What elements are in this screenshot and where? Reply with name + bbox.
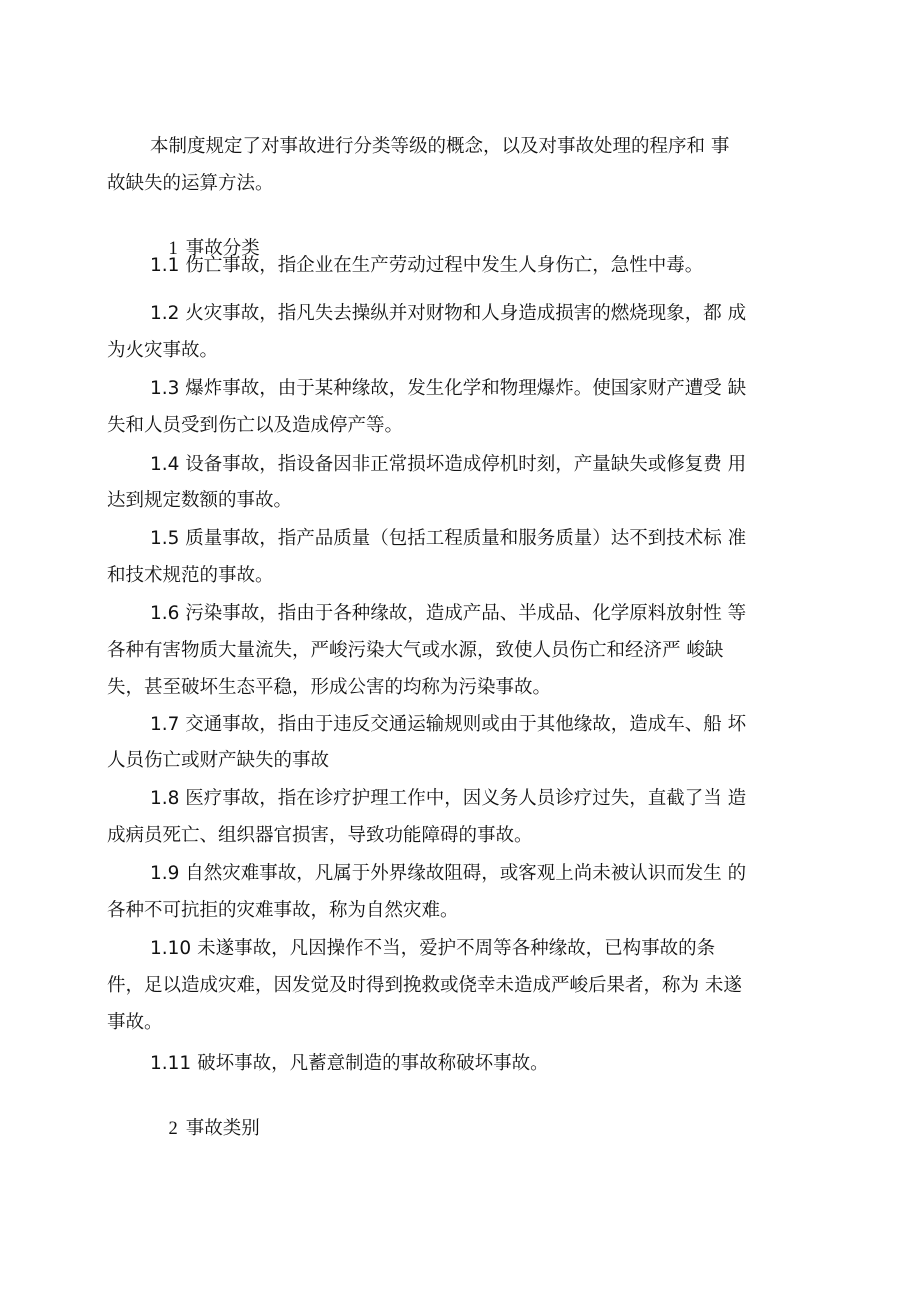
item-1-2-line-1: 1.2 火灾事故，指凡失去操纵并对财物和人身造成损害的燃烧现象，都 成	[150, 303, 747, 324]
item-1-5-line-2: 和技术规范的事故。	[107, 565, 274, 586]
item-1-6-line-2: 各种有害物质大量流失，严峻污染大气或水源，致使人员伤亡和经济严 峻缺	[107, 640, 724, 661]
item-1-4-line-1: 1.4 设备事故，指设备因非正常损坏造成停机时刻，产量缺失或修复费 用	[150, 454, 747, 475]
item-1-4-line-2: 达到规定数额的事故。	[107, 490, 293, 511]
section-1-number: 1	[168, 239, 178, 259]
item-1-10-line-3: 事故。	[107, 1012, 163, 1033]
item-1-6-line-1: 1.6 污染事故，指由于各种缘故，造成产品、半成品、化学原料放射性 等	[150, 603, 747, 624]
item-1-8-line-1: 1.8 医疗事故，指在诊疗护理工作中，因义务人员诊疗过失，直截了当 造	[150, 788, 747, 809]
item-1-11-line-1: 1.11 破坏事故，凡蓄意制造的事故称破坏事故。	[150, 1053, 549, 1074]
item-1-8-line-2: 成病员死亡、组织器官损害，导致功能障碍的事故。	[107, 825, 533, 846]
item-1-10-line-1: 1.10 未遂事故，凡因操作不当，爱护不周等各种缘故，已构事故的条	[150, 938, 716, 959]
item-1-6-line-3: 失，甚至破坏生态平稳，形成公害的均称为污染事故。	[107, 677, 552, 698]
section-2-title: 事故类别	[185, 1118, 260, 1139]
item-1-5-line-1: 1.5 质量事故，指产品质量（包括工程质量和服务质量）达不到技术标 准	[150, 528, 747, 549]
item-1-2-line-2: 为火灾事故。	[107, 340, 219, 361]
item-1-1-line-1: 1.1 伤亡事故，指企业在生产劳动过程中发生人身伤亡，急性中毒。	[150, 255, 704, 276]
section-2-number: 2	[168, 1119, 178, 1139]
intro-line-2: 故缺失的运算方法。	[107, 173, 274, 194]
item-1-7-line-1: 1.7 交通事故，指由于违反交通运输规则或由于其他缘故，造成车、船 坏	[150, 714, 747, 735]
item-1-9-line-1: 1.9 自然灾难事故，凡属于外界缘故阻碍，或客观上尚未被认识而发生 的	[150, 863, 747, 884]
section-1-title: 事故分类	[185, 238, 260, 259]
section-2-heading	[150, 1093, 260, 1165]
item-1-3-line-1: 1.3 爆炸事故，由于某种缘故，发生化学和物理爆炸。使国家财产遭受 缺	[150, 378, 747, 399]
item-1-10-line-2: 件，足以造成灾难，因发觉及时得到挽救或侥幸未造成严峻后果者，称为 未遂	[107, 975, 742, 996]
intro-line-1: 本制度规定了对事故进行分类等级的概念，以及对事故处理的程序和 事	[150, 136, 730, 157]
item-1-9-line-2: 各种不可抗拒的灾难事故，称为自然灾难。	[107, 900, 459, 921]
item-1-7-line-2: 人员伤亡或财产缺失的事故	[107, 750, 330, 771]
item-1-3-line-2: 失和人员受到伤亡以及造成停产等。	[107, 415, 404, 436]
